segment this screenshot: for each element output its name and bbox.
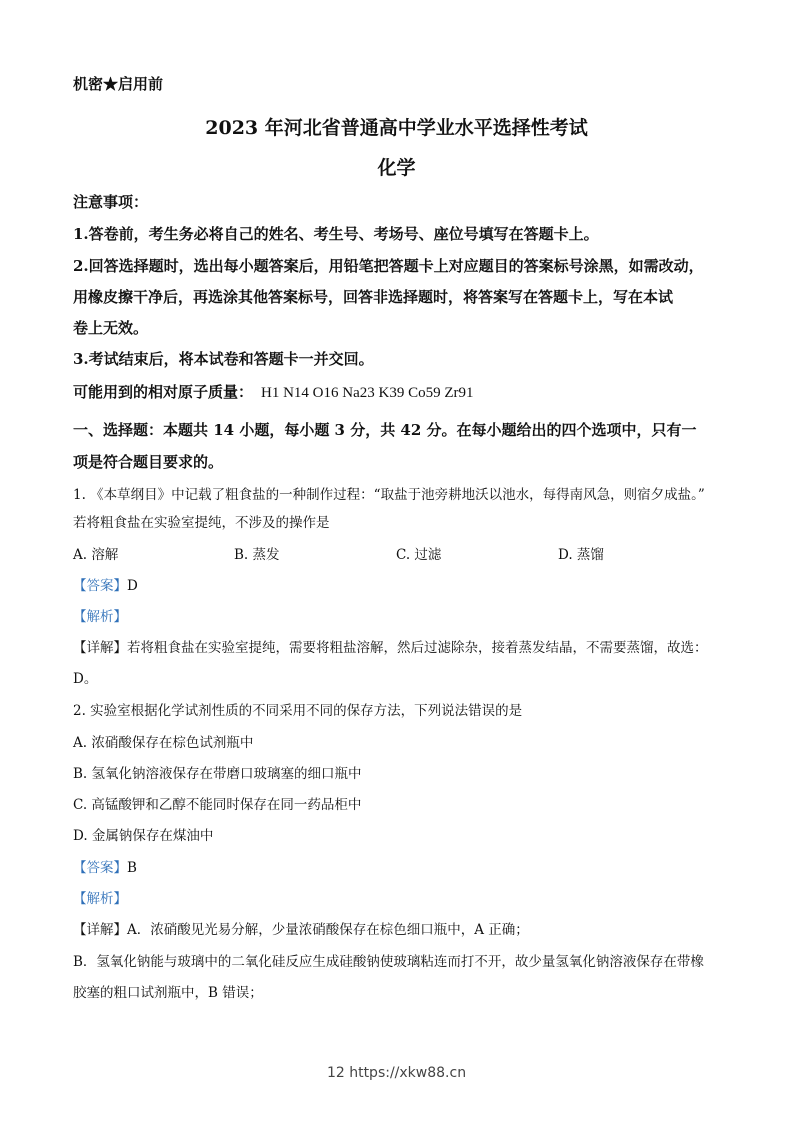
q1-analysis-label: 【解析】 xyxy=(73,609,127,625)
q2-stem: 2. 实验室根据化学试剂性质的不同采用不同的保存方法，下列说法错误的是 xyxy=(73,703,523,719)
q2-detail-text: A．浓硝酸见光易分解，少量浓硝酸保存在棕色细口瓶中，A 正确； xyxy=(127,922,529,938)
q2-option-d: D. 金属钠保存在煤油中 xyxy=(73,828,214,844)
q1-detail-line2: D。 xyxy=(73,671,98,687)
q2-answer-label: 【答案】 xyxy=(73,860,127,876)
q1-option-c: C. 过滤 xyxy=(396,547,442,563)
q1-answer xyxy=(73,576,138,596)
q1-option-a: A. 溶解 xyxy=(73,547,119,563)
q1-answer-label: 【答案】 xyxy=(73,578,127,594)
page-footer xyxy=(0,1065,793,1081)
note-3: 3.考试结束后，将本试卷和答题卡一并交回。 xyxy=(73,350,374,368)
q2-detail-label: 【详解】 xyxy=(73,922,127,938)
q1-stem-line2: 若将粗食盐在实验室提纯，不涉及的操作是 xyxy=(73,515,330,531)
note-2-line3: 卷上无效。 xyxy=(73,319,149,337)
footer-link[interactable]: 12 https://xkw88.cn xyxy=(326,1065,467,1081)
q2-detail-line3: 胶塞的粗口试剂瓶中，B 错误； xyxy=(73,985,263,1001)
section1-line2: 项是符合题目要求的。 xyxy=(73,453,224,471)
q2-option-c: C. 高锰酸钾和乙醇不能同时保存在同一药品柜中 xyxy=(73,797,362,813)
notes-heading: 注意事项： xyxy=(73,193,149,211)
confidential-label: 机密★启用前 xyxy=(73,75,164,93)
q2-option-a: A. 浓硝酸保存在棕色试剂瓶中 xyxy=(73,735,254,751)
q2-detail-line2: B．氢氧化钠能与玻璃中的二氧化硅反应生成硅酸钠使玻璃粘连而打不开，故少量氢氧化钠溶液保存在带橡 xyxy=(73,954,704,970)
q1-option-d: D. 蒸馏 xyxy=(558,547,604,563)
exam-title: 2023 年河北省普通高中学业水平选择性考试 xyxy=(205,117,588,139)
atomic-masses xyxy=(73,382,474,403)
atomic-masses-label: 可能用到的相对原子质量： xyxy=(73,383,254,401)
note-2-line2: 用橡皮擦干净后，再选涂其他答案标号，回答非选择题时，将答案写在答题卡上，写在本试 xyxy=(73,288,674,306)
q1-detail-label: 【详解】 xyxy=(73,640,127,656)
note-1: 1.答卷前，考生务必将自己的姓名、考生号、考场号、座位号填写在答题卡上。 xyxy=(73,225,599,243)
q2-answer-value: B xyxy=(127,860,137,876)
subject-title: 化学 xyxy=(377,157,416,179)
q1-stem-line1: 1. 《本草纲目》中记载了粗食盐的一种制作过程：“取盐于池旁耕地沃以池水，每得南风急，则宿夕成盐。” xyxy=(73,487,705,503)
q2-answer xyxy=(73,858,137,878)
atomic-masses-values: H1 N14 O16 Na23 K39 Co59 Zr91 xyxy=(261,385,474,401)
q2-option-b: B. 氢氧化钠溶液保存在带磨口玻璃塞的细口瓶中 xyxy=(73,766,362,782)
q1-detail-line1 xyxy=(73,638,708,658)
q1-answer-value: D xyxy=(127,578,138,594)
q2-detail-line1 xyxy=(73,920,529,940)
q2-analysis-label: 【解析】 xyxy=(73,891,127,907)
q1-detail-text: 若将粗食盐在实验室提纯，需要将粗盐溶解，然后过滤除杂，接着蒸发结晶，不需要蒸馏，故选： xyxy=(127,640,708,656)
q1-option-b: B. 蒸发 xyxy=(234,547,280,563)
q1-options xyxy=(73,545,723,565)
note-2-line1: 2.回答选择题时，选出每小题答案后，用铅笔把答题卡上对应题目的答案标号涂黑，如需改动， xyxy=(73,257,704,275)
section1-line1: 一、选择题：本题共 14 小题，每小题 3 分，共 42 分。在每小题给出的四个选项中，只有一 xyxy=(73,421,697,439)
